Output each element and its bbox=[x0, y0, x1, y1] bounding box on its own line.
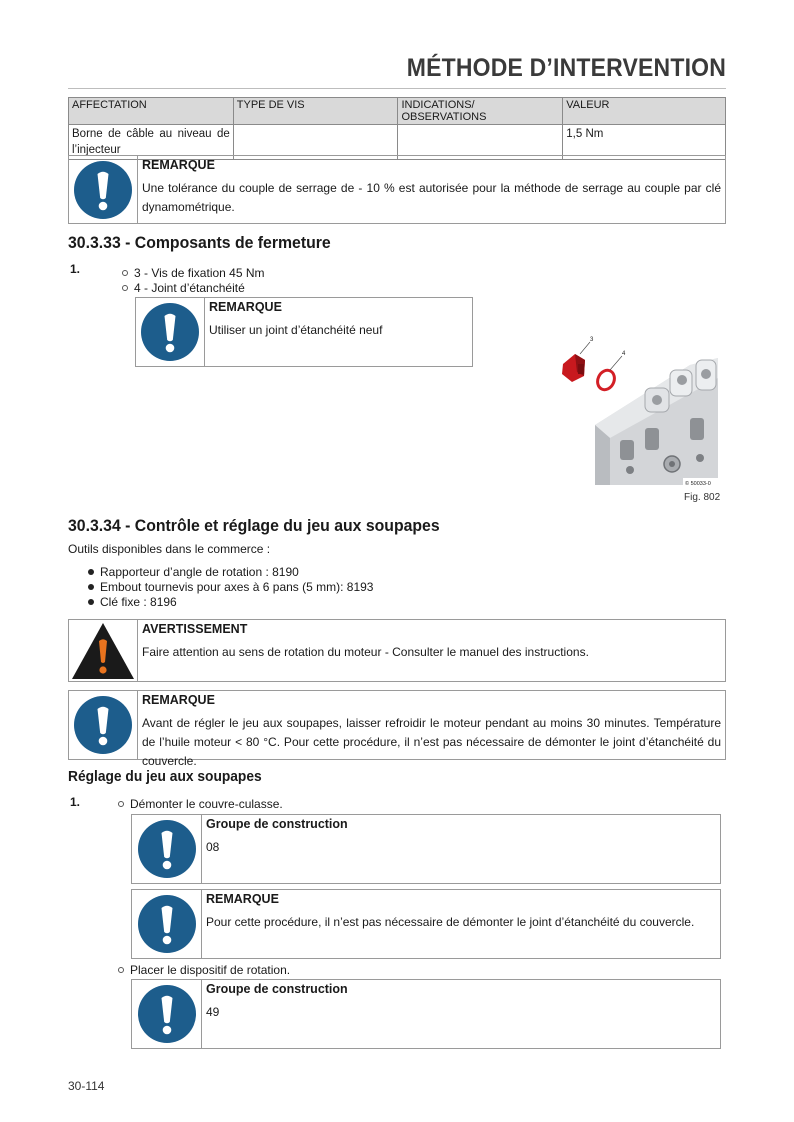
table-cell: 1,5 Nm bbox=[563, 125, 726, 160]
info-icon-cell bbox=[132, 890, 202, 958]
remark-text: Utiliser un joint d’étanchéité neuf bbox=[209, 323, 383, 337]
info-exclamation-icon bbox=[137, 819, 197, 879]
construction-group-box bbox=[131, 979, 721, 1049]
list-item: Clé fixe : 8196 bbox=[88, 595, 177, 609]
table-header-row bbox=[69, 98, 726, 125]
info-exclamation-icon bbox=[137, 894, 197, 954]
warning-icon-cell bbox=[69, 620, 138, 681]
engine-cover-figure bbox=[550, 330, 722, 490]
warning-title: AVERTISSEMENT bbox=[142, 622, 248, 636]
bullet-circle-icon bbox=[118, 801, 124, 807]
table-header-cell: TYPE DE VIS bbox=[233, 98, 398, 125]
bullet-dot-icon bbox=[88, 599, 94, 605]
construction-group-box bbox=[131, 814, 721, 884]
bullet-circle-icon bbox=[118, 967, 124, 973]
figure-callout: 4 bbox=[622, 351, 626, 357]
list-item: Démonter le couvre-culasse. bbox=[118, 797, 283, 811]
remark-title: REMARQUE bbox=[209, 300, 282, 314]
remark-title: REMARQUE bbox=[206, 892, 279, 906]
group-title: Groupe de construction bbox=[206, 817, 348, 831]
warning-text: Faire attention au sens de rotation du moteur - Consulter le manuel des instructions. bbox=[142, 645, 589, 659]
list-item: Embout tournevis pour axes à 6 pans (5 mm): 8193 bbox=[88, 580, 373, 594]
remark-text: Pour cette procédure, il n’est pas nécessaire de démonter le joint d’étanchéité du couvercle. bbox=[206, 915, 695, 929]
section-heading: 30.3.34 - Contrôle et réglage du jeu aux soupapes bbox=[68, 516, 440, 535]
page-title: MÉTHODE D’INTERVENTION bbox=[406, 54, 726, 82]
group-value: 49 bbox=[206, 1005, 220, 1019]
bullet-circle-icon bbox=[122, 270, 128, 276]
bullet-dot-icon bbox=[88, 584, 94, 590]
remark-title: REMARQUE bbox=[142, 693, 215, 707]
info-icon-cell bbox=[132, 815, 202, 883]
list-item: 3 - Vis de fixation 45 Nm bbox=[122, 266, 265, 280]
remark-box bbox=[68, 690, 726, 768]
group-title: Groupe de construction bbox=[206, 982, 348, 996]
list-item: Placer le dispositif de rotation. bbox=[118, 963, 290, 977]
remark-box bbox=[131, 889, 721, 959]
list-item: 4 - Joint d’étanchéité bbox=[122, 281, 245, 295]
info-icon-cell bbox=[136, 298, 205, 366]
warning-triangle-icon bbox=[70, 621, 136, 681]
subsection-heading: Réglage du jeu aux soupapes bbox=[68, 769, 262, 785]
remark-box bbox=[68, 155, 726, 224]
group-value: 08 bbox=[206, 840, 220, 854]
table-header-cell: AFFECTATION bbox=[69, 98, 234, 125]
remark-text: Une tolérance du couple de serrage de - 10 % est autorisée pour la méthode de serrage au couple par clé dynamométrique. bbox=[142, 181, 721, 214]
page-number: 30-114 bbox=[68, 1079, 105, 1093]
torque-spec-table bbox=[68, 97, 726, 160]
warning-box bbox=[68, 619, 726, 682]
info-exclamation-icon bbox=[73, 695, 133, 755]
step-number: 1. bbox=[70, 795, 81, 809]
tools-intro: Outils disponibles dans le commerce : bbox=[68, 542, 271, 556]
section-heading: 30.3.33 - Composants de fermeture bbox=[68, 233, 331, 252]
table-header-cell: INDICATIONS/ OBSERVATIONS bbox=[398, 98, 563, 125]
info-icon-cell bbox=[69, 691, 138, 759]
figure-code: © 50033-0 bbox=[685, 481, 711, 487]
info-exclamation-icon bbox=[73, 160, 133, 220]
figure-caption: Fig. 802 bbox=[684, 492, 721, 503]
info-exclamation-icon bbox=[140, 302, 200, 362]
info-icon-cell bbox=[69, 156, 138, 223]
table-header-cell: VALEUR bbox=[563, 98, 726, 125]
remark-text: Avant de régler le jeu aux soupapes, laisser refroidir le moteur pendant au moins 30 minutes. Température de l’huile moteur < 80 °C. Pour cette procédure, il n’est pas nécessaire de démonter le joint d’étanchéité du couvercle. bbox=[142, 716, 721, 768]
figure-callout: 3 bbox=[590, 337, 594, 343]
info-exclamation-icon bbox=[137, 984, 197, 1044]
info-icon-cell bbox=[132, 980, 202, 1048]
remark-title: REMARQUE bbox=[142, 158, 215, 172]
bullet-circle-icon bbox=[122, 285, 128, 291]
header-divider bbox=[68, 88, 726, 89]
table-cell: Borne de câble au niveau de l’injecteur bbox=[69, 125, 234, 160]
list-item: Rapporteur d’angle de rotation : 8190 bbox=[88, 565, 299, 579]
step-number: 1. bbox=[70, 262, 81, 276]
remark-box bbox=[135, 297, 473, 367]
bullet-dot-icon bbox=[88, 569, 94, 575]
